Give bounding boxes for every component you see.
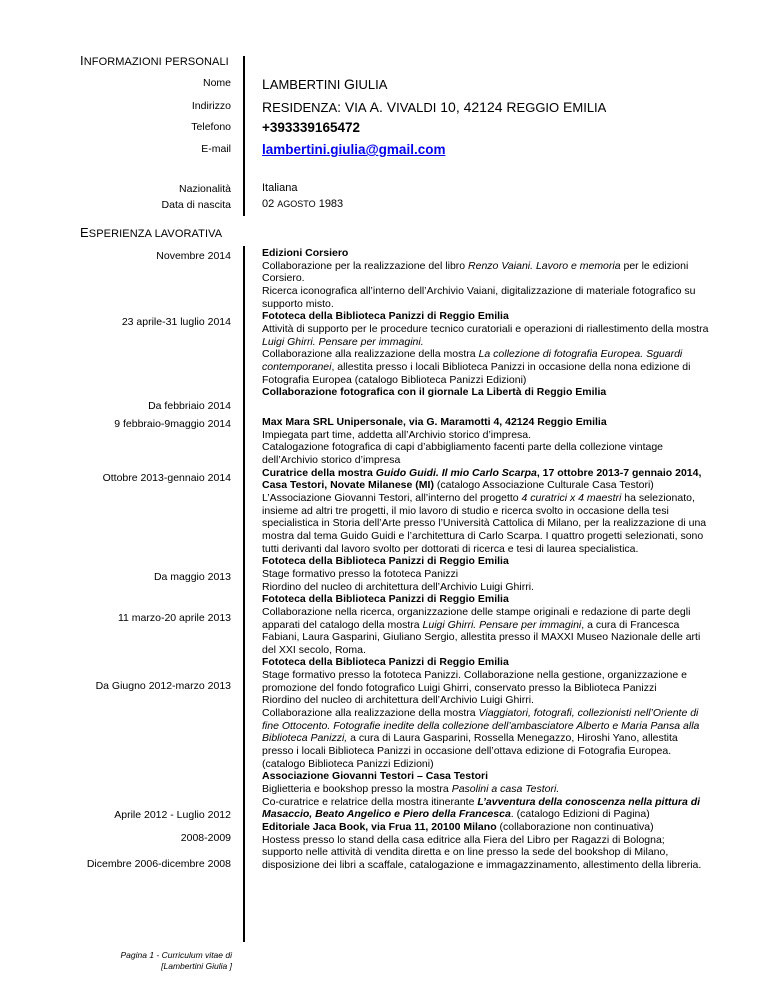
exp-title: Max Mara SRL Unipersonale, via G. Maramotti 4, 42124 Reggio Emilia	[262, 416, 607, 428]
text: Biblioteca Panizzi,	[262, 732, 348, 745]
exp-line: specialistica in Storia dell’Arte presso l’Università Cattolica di Milano, per la realizzazione di una	[262, 517, 707, 530]
addr-part: E	[559, 99, 573, 115]
exp-line	[262, 619, 728, 632]
nationality-value: Italiana	[262, 182, 298, 194]
text: per le edizioni	[620, 259, 689, 272]
text: Editoriale Jaca Book, via Frua 11, 20100 Milano	[262, 821, 497, 833]
exp-title: Fototeca della Biblioteca Panizzi di Reggio Emilia	[262, 555, 509, 568]
exp-line	[262, 732, 728, 745]
exp-title	[262, 467, 728, 480]
date-label: Aprile 2012 - Luglio 2012	[114, 809, 231, 821]
exp-line: presso i locali Biblioteca Panizzi in occasione dell’ottava edizione di Fotografia Europea.	[262, 745, 672, 758]
date-label: Novembre 2014	[156, 250, 231, 262]
birthdate-value	[262, 198, 343, 210]
text: ha selezionato,	[621, 491, 695, 504]
label-address: Indirizzo	[191, 100, 231, 112]
date-label: 11 marzo-20 aprile 2013	[117, 612, 231, 624]
exp-line	[262, 783, 728, 796]
heading-initial: E	[80, 225, 89, 240]
addr-part: 10, 42124 R	[436, 99, 517, 115]
text: La collezione di fotografia Europea. Sguardi	[478, 348, 683, 361]
exp-title: Edizioni Corsiero	[262, 247, 349, 259]
text: , 17 ottobre 2013-7 gennaio 2014,	[536, 466, 702, 479]
label-nationality: Nazionalità	[179, 183, 231, 195]
text: Collaborazione alla realizzazione della mostra	[262, 348, 479, 361]
footer-line: [Lambertini Giulia ]	[161, 961, 232, 971]
text: Pasolini a casa Testori.	[451, 783, 560, 796]
addr-part: IVALDI	[396, 100, 437, 115]
text: Viaggiatori, fotografi, collezionisti nell’Oriente di	[478, 707, 699, 720]
text: a cura di Laura Gasparini, Rossella Menegazzo, Hiroshi Yano, allestita	[347, 732, 678, 745]
date-label: Dicembre 2006-dicembre 2008	[86, 858, 231, 870]
birth-month: AGOSTO	[277, 199, 316, 209]
exp-line	[262, 479, 728, 492]
text: apparati del catalogo della mostra	[262, 618, 423, 631]
addr-part: MILIA	[572, 100, 607, 115]
name-part: IULIA	[354, 77, 388, 92]
date-label: 9 febbraio-9maggio 2014	[114, 418, 231, 430]
vertical-rule	[243, 56, 245, 216]
addr-part: IA	[354, 100, 367, 115]
exp-line: Hostess presso lo stand della casa editrice alla Fiera del Libro per Ragazzi di Bologna;	[262, 833, 665, 846]
exp-line: Collaborazione nella ricerca, organizzazione delle stampe originali e redazione di parte degli	[262, 605, 691, 618]
heading-rest: NFORMAZIONI PERSONALI	[83, 56, 229, 68]
birth-year: 1983	[315, 198, 344, 210]
vertical-rule	[243, 246, 245, 942]
exp-line: dell’Archivio storico d’impresa	[262, 453, 401, 466]
exp-line	[262, 808, 728, 821]
exp-line: Stage formativo presso la fototeca Panizzi. Collaborazione nella gestione, organizzazione e	[262, 669, 687, 682]
text: Masaccio, Beato Angelico e Piero della Francesca	[262, 808, 511, 821]
exp-line	[262, 260, 728, 273]
heading-rest: SPERIENZA LAVORATIVA	[88, 228, 223, 240]
label-name: Nome	[202, 77, 231, 89]
section-heading-work	[80, 225, 222, 240]
exp-line	[262, 821, 728, 834]
exp-line: supporto nelle attività di vendita diretta e on line presso la sede del bookshop di Milano,	[262, 846, 669, 859]
label-birthdate: Data di nascita	[161, 199, 231, 211]
name-part: AMBERTINI	[269, 77, 341, 92]
exp-line	[262, 707, 728, 720]
label-email: E-mail	[201, 143, 231, 155]
date-label: 23 aprile-31 luglio 2014	[121, 316, 231, 328]
text: Renzo Vaiani. Lavoro e memoria	[468, 259, 621, 272]
name-part: G	[343, 76, 355, 92]
label-phone: Telefono	[191, 121, 231, 133]
text: 4 curatrici x 4 maestri	[521, 491, 622, 504]
exp-line: Fotografia Europea (catalogo Biblioteca Panizzi Edizioni)	[262, 373, 527, 386]
text: , allestita presso i locali Biblioteca Panizzi in occasione della nona edizione di	[331, 360, 691, 373]
exp-line: disposizione dei libri a scaffale, catalogazione e immagazzinamento, allestimento della libreria.	[262, 858, 702, 871]
date-label: 2008-2009	[180, 832, 231, 844]
exp-title: Collaborazione fotografica con il giornale La Libertà di Reggio Emilia	[262, 386, 607, 399]
exp-line: Catalogazione fotografica di capi d’abbigliamento facenti parte della collezione vintage	[262, 441, 664, 454]
exp-line: Corsiero.	[262, 272, 305, 285]
exp-line: insieme ad altri tre progetti, il mio lavoro di studio e ricerca svolto in occasione della tesi	[262, 504, 669, 517]
person-name	[262, 76, 387, 92]
heading-initial: I	[80, 53, 84, 68]
exp-line	[262, 361, 728, 374]
exp-line: fine Ottocento. Fotografie inedite della collezione dell’ambasciatore Alberto e Maria Pansa alla	[262, 719, 700, 732]
exp-line	[262, 796, 728, 809]
exp-line: Fabiani, Laura Gasparini, Giuliano Sergio, allestita presso il MAXXI Museo Nazionale delle arti	[262, 631, 701, 644]
addr-part: EGGIO	[516, 100, 560, 115]
page-footer	[0, 950, 232, 972]
experience-block-1	[262, 247, 728, 399]
text: Collaborazione alla realizzazione della mostra	[262, 707, 479, 720]
exp-line: mostra dal tema Guido Guidi e l’architettura di Carlo Scarpa. I quattro progetti selezionati, sono	[262, 529, 704, 542]
addr-part: : V	[337, 99, 355, 115]
addr-part: ESIDENZA	[272, 100, 338, 115]
section-heading-personal	[80, 53, 229, 68]
exp-title: Associazione Giovanni Testori – Casa Testori	[262, 770, 489, 783]
text: (collaborazione non continuativa)	[496, 821, 654, 833]
exp-line	[262, 492, 728, 505]
text: L’Associazione Giovanni Testori, all’interno del progetto	[262, 491, 522, 504]
birth-day: 02	[262, 198, 278, 210]
footer-line: Pagina 1 - Curriculum vitae di	[120, 950, 232, 960]
name-part: L	[262, 76, 270, 92]
date-label: Da maggio 2013	[153, 571, 231, 583]
text: , a cura di Francesca	[581, 618, 680, 631]
exp-title: Fototeca della Biblioteca Panizzi di Reggio Emilia	[262, 593, 509, 606]
exp-line: Riordino del nucleo di architettura dell’Archivio Luigi Ghirri.	[262, 580, 534, 593]
text: Curatrice della mostra	[262, 466, 376, 479]
text: Luigi Ghirri. Pensare per immagini	[422, 618, 582, 631]
exp-title: Fototeca della Biblioteca Panizzi di Reggio Emilia	[262, 310, 509, 323]
exp-line: Ricerca iconografica all’interno dell’Archivio Vaiani, digitalizzazione di materiale fotografico su	[262, 284, 696, 297]
exp-line: Attività di supporto per le procedure tecnico curatoriali e operazioni di riallestimento della mostra	[262, 322, 709, 335]
text: . (catalogo Edizioni di Pagina)	[510, 808, 650, 821]
experience-block-2	[262, 416, 728, 872]
address-value	[262, 99, 606, 115]
email-link[interactable]: lambertini.giulia@gmail.com	[262, 142, 446, 157]
exp-line: del XXI secolo, Roma.	[262, 643, 366, 656]
addr-part: R	[262, 99, 273, 115]
text: Guido Guidi. Il mio Carlo Scarpa	[375, 466, 537, 479]
exp-line: supporto misto.	[262, 297, 334, 310]
exp-line: Impiegata part time, addetta all’Archivio storico d’impresa.	[262, 428, 532, 441]
exp-line: Stage formativo presso la fototeca Panizzi	[262, 567, 459, 580]
phone-value: +393339165472	[262, 120, 360, 135]
text: Co-curatrice e relatrice della mostra itinerante	[262, 795, 478, 808]
exp-line: (catalogo Biblioteca Panizzi Edizioni)	[262, 757, 434, 770]
date-label: Da febbriaio 2014	[148, 400, 231, 412]
date-label: Ottobre 2013-gennaio 2014	[102, 472, 231, 484]
text: contemporanei	[262, 360, 332, 373]
exp-line	[262, 348, 728, 361]
text: Casa Testori, Novate Milanese (MI)	[262, 479, 434, 492]
date-label: Da Giugno 2012-marzo 2013	[95, 680, 231, 692]
text: (catalogo Associazione Culturale Casa Testori)	[433, 479, 654, 492]
exp-title: Fototeca della Biblioteca Panizzi di Reggio Emilia	[262, 656, 509, 669]
exp-line: Luigi Ghirri. Pensare per immagini.	[262, 335, 424, 348]
text: Collaborazione per la realizzazione del libro	[262, 259, 469, 272]
text: L’avventura della conoscenza nella pittura di	[477, 795, 701, 808]
exp-line: tutti derivanti dal lavoro svolto per dottorati di ricerca e tesi di laurea specialistica.	[262, 542, 639, 555]
exp-line: promozione del fondo fotografico Luigi Ghirri, conservato presso la Biblioteca Panizzi	[262, 681, 657, 694]
addr-part: A. V	[366, 99, 397, 115]
text: Biglietteria e bookshop presso la mostra	[262, 783, 452, 796]
exp-line: Riordino del nucleo di architettura dell’Archivio Luigi Ghirri.	[262, 694, 534, 707]
